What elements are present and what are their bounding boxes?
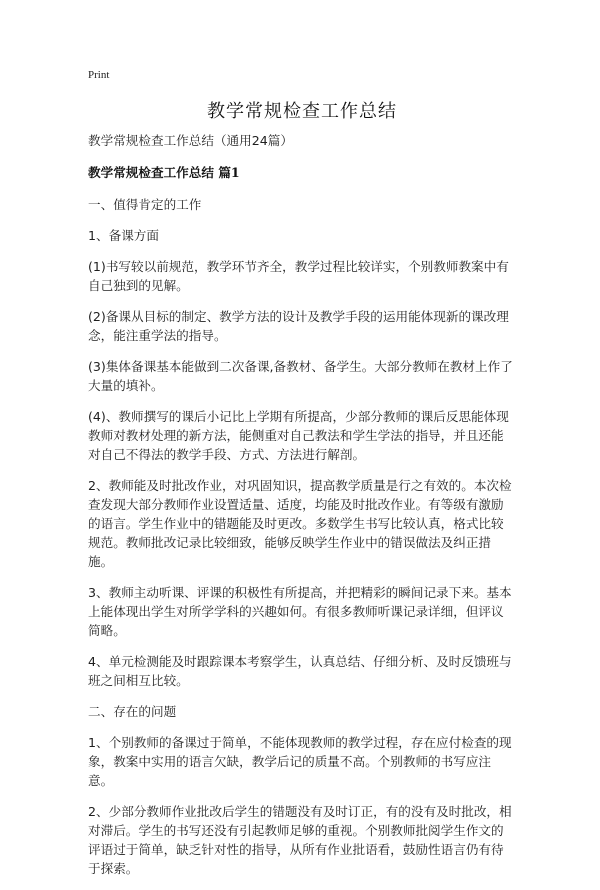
paragraph: 2、教师能及时批改作业，对巩固知识，提高教学质量是行之有效的。本次检查发现大部分教师作业设置适量、适度，均能及时批改作业。有等级有激励的语言。学生作业中的错题能及时更改。多数学生书写比较认真，格式比较规范。教师批改记录比较细致，能够反映学生作业中的错误做法及纠正措施。 (88, 478, 512, 569)
paragraph: (4)、教师撰写的课后小记比上学期有所提高，少部分教师的课后反思能体现教师对教材处理的新方法，能侧重对自己教法和学生学法的指导，并且还能对自己不得法的教学手段、方式、方法进行解剖。 (88, 409, 509, 462)
print-label: Print (88, 69, 110, 81)
paragraph: 4、单元检测能及时跟踪课本考察学生，认真总结、仔细分析、及时反馈班与班之间相互比较。 (88, 654, 512, 688)
paragraph: 3、教师主动听课、评课的积极性有所提高，并把精彩的瞬间记录下来。基本上能体现出学生对所学学科的兴趣如何。有很多教师听课记录详细，但评议简略。 (88, 585, 512, 638)
section-title: 教学常规检查工作总结 篇1 (88, 165, 240, 180)
heading-lesson-prep: 1、备课方面 (88, 228, 159, 243)
document-title: 教学常规检查工作总结 (207, 101, 397, 122)
paragraph: (1)书写较以前规范，教学环节齐全，教学过程比较详实，个别教师教案中有自己独到的见解。 (88, 259, 509, 293)
paragraph: (3)集体备课基本能做到二次备课,备教材、备学生。大部分教师在教材上作了大量的填补。 (88, 359, 513, 393)
paragraph: (2)备课从目标的制定、教学方法的设计及教学手段的运用能体现新的课改理念，能注重学法的指导。 (88, 309, 509, 343)
heading-affirmed-work: 一、值得肯定的工作 (88, 197, 202, 212)
paragraph: 1、个别教师的备课过于简单，不能体现教师的教学过程，存在应付检查的现象，教案中实用的语言欠缺，教学后记的质量不高。个别教师的书写应注意。 (88, 735, 512, 788)
document-subtitle: 教学常规检查工作总结（通用24篇） (88, 133, 293, 148)
document-body (88, 131, 516, 890)
paragraph: 2、少部分教师作业批改后学生的错题没有及时订正，有的没有及时批改，相对滞后。学生的书写还没有引起教师足够的重视。个别教师批阅学生作文的评语过于简单，缺乏针对性的指导，从所有作业批语看，鼓励性语言仍有待于探索。 (88, 804, 512, 876)
heading-existing-problems: 二、存在的问题 (88, 704, 177, 719)
